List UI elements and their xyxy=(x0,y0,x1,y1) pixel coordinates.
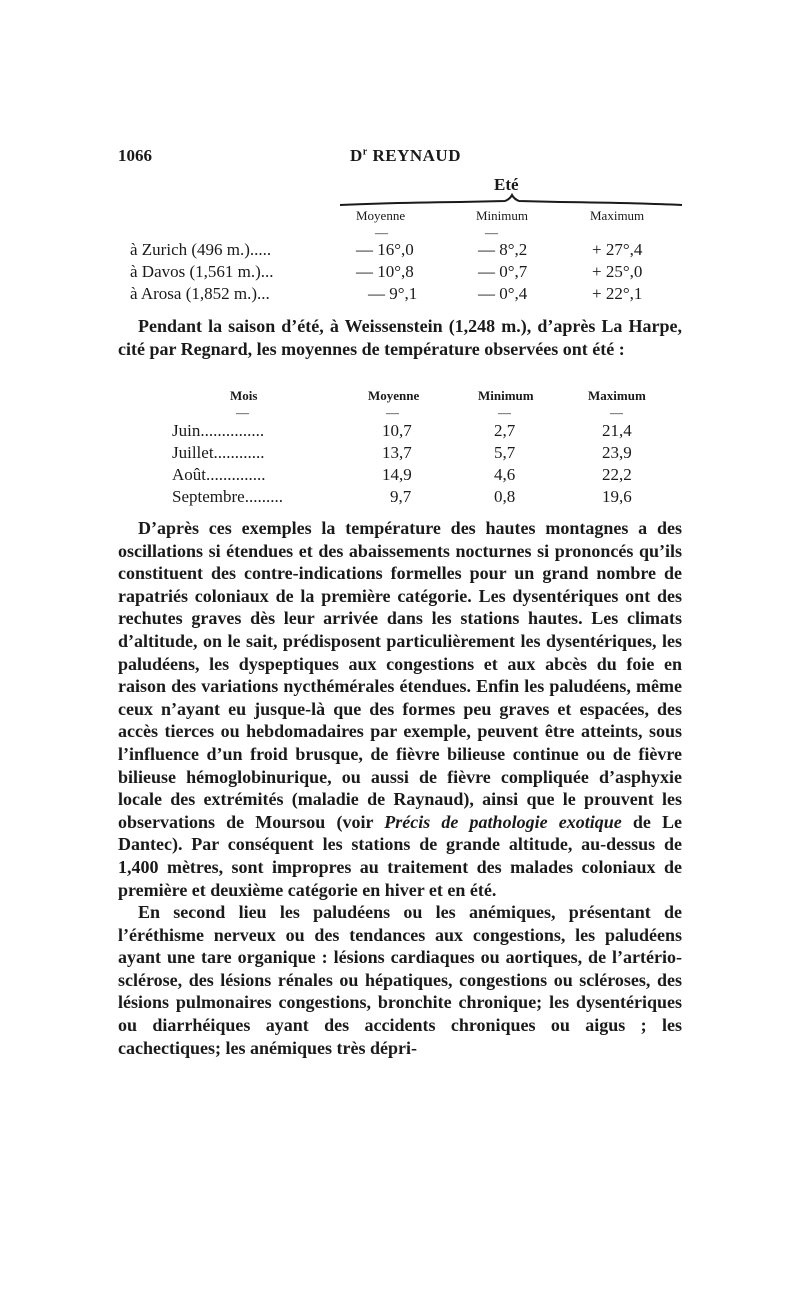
table1-col-maximum: Maximum xyxy=(590,208,645,223)
table2-row-moyenne: 14,9 xyxy=(382,465,412,484)
table2-row xyxy=(172,443,682,465)
table1-dash: — xyxy=(485,225,498,240)
table1-brace xyxy=(340,193,682,207)
table1-row-maximum: + 25°,0 xyxy=(592,262,643,281)
table2-row-mois: Septembre......... xyxy=(172,487,283,506)
table2-row-moyenne: 10,7 xyxy=(382,421,412,440)
table2-row-minimum: 0,8 xyxy=(494,487,516,506)
running-head-sup: r xyxy=(362,146,368,158)
paragraph-text: D’après ces exemples la température des hautes montagnes a des oscillations si étendues et des abaissements nocturnes si prononcés qu’ils constituent des contre-indications formelles pour un grand nombre de rapatriés coloniaux de la première catégorie. Les dysentériques ont des rechutes graves dès leur arrivée dans les stations hautes. Les climats d’altitude, on le sait, prédisposent particulièrement les dysentériques, les paludéens, les dyspeptiques aux congestions et aux abcès du foie en raison des variations nycthémérales étendues. Enfin les paludéens, même ceux n’ayant eu jusque-là que des formes peu graves et espacées, des accès tierces ou hebdomadaires par exemple, peuvent être atteints, sous l’influence d’un froid brusque, de fièvre bilieuse continue ou de fièvre bilieuse hémoglobinurique, ou aussi de fièvre compliquée d’asphyxie locale des extrémités (maladie de Raynaud), ainsi que le prouvent les observations de Moursou (voir xyxy=(118,518,682,832)
table2-col-moyenne: Moyenne xyxy=(368,388,420,403)
table2-col-minimum: Minimum xyxy=(478,388,534,403)
table2-row-maximum: 21,4 xyxy=(602,421,632,440)
table2-row-maximum: 19,6 xyxy=(602,487,632,506)
table1-dash: — xyxy=(375,225,388,240)
table1-col-minimum: Minimum xyxy=(476,208,529,223)
intro-paragraph xyxy=(118,315,682,360)
page-header xyxy=(118,146,680,170)
table2-row-mois: Juin............... xyxy=(172,421,265,440)
running-head xyxy=(350,146,461,166)
book-title-italic: Précis de pathologie exotique xyxy=(384,811,622,832)
table2-col-mois: Mois xyxy=(230,388,258,403)
table2-row-mois: Août.............. xyxy=(172,465,266,484)
table1-row-moyenne: — 16°,0 xyxy=(356,240,414,259)
running-head-name: REYNAUD xyxy=(372,146,461,165)
body-text xyxy=(118,517,682,1059)
paragraph xyxy=(118,517,682,901)
table2-dash: — xyxy=(498,405,511,420)
table2-row xyxy=(172,421,682,443)
table1-title: Eté xyxy=(494,175,519,194)
table1-row-minimum: — 0°,7 xyxy=(478,262,528,281)
paragraph: En second lieu les paludéens ou les anémiques, présentant de l’éréthisme nerveux ou des tendances aux congestions, les paludéens ayant une tare organique : lésions cardiaques ou aortiques, de l’artério-sclérose, des lésions rénales ou hépatiques, congestions ou scléroses, des lésions pulmonaires congestions, bronchite chronique; les dysentériques ou diarrhéiques ayant des accidents chroniques ou aigus ; les cachectiques; les anémiques très dépri- xyxy=(118,902,682,1058)
table1-row-minimum: — 8°,2 xyxy=(478,240,528,259)
table1-col-moyenne: Moyenne xyxy=(356,208,406,223)
table2-row xyxy=(172,487,682,509)
table2-row-minimum: 4,6 xyxy=(494,465,516,484)
table2-row-minimum: 5,7 xyxy=(494,443,516,462)
table2-dash: — xyxy=(610,405,623,420)
table2-row xyxy=(172,465,682,487)
table1-row-label: à Davos (1,561 m.)... xyxy=(130,262,274,281)
table2-col-maximum: Maximum xyxy=(588,388,646,403)
table1-row-label: à Zurich (496 m.)..... xyxy=(130,240,272,259)
table1-row-moyenne: — 9°,1 xyxy=(368,284,418,303)
table1-row xyxy=(130,240,690,262)
table2-row-moyenne: 9,7 xyxy=(390,487,412,506)
intro-text: Pendant la saison d’été, à Weissenstein (1,248 m.), d’après La Harpe, cité par Regnard, les moyennes de température observées ont été : xyxy=(118,316,682,359)
table1-row-moyenne: — 10°,8 xyxy=(356,262,414,281)
table1-row-maximum: + 27°,4 xyxy=(592,240,643,259)
table2-dash: — xyxy=(236,405,249,420)
table2-row-maximum: 22,2 xyxy=(602,465,632,484)
table1-row xyxy=(130,262,690,284)
table1-row-label: à Arosa (1,852 m.)... xyxy=(130,284,270,303)
table2-dash: — xyxy=(386,405,399,420)
table1-row-minimum: — 0°,4 xyxy=(478,284,528,303)
page-number: 1066 xyxy=(118,146,152,165)
table2-row-minimum: 2,7 xyxy=(494,421,516,440)
table1-row xyxy=(130,284,690,306)
table2-row-mois: Juillet............ xyxy=(172,443,265,462)
table1-row-maximum: + 22°,1 xyxy=(592,284,643,303)
table2-row-maximum: 23,9 xyxy=(602,443,632,462)
running-head-prefix: D xyxy=(350,146,363,165)
table2-row-moyenne: 13,7 xyxy=(382,443,412,462)
paragraph-text: de Le Dantec). Par conséquent les stations de grande altitude, au-dessus de 1,400 mètres, sont impropres au traitement des malades coloniaux de première et deuxième catégorie en hiver et en été. xyxy=(118,811,683,900)
